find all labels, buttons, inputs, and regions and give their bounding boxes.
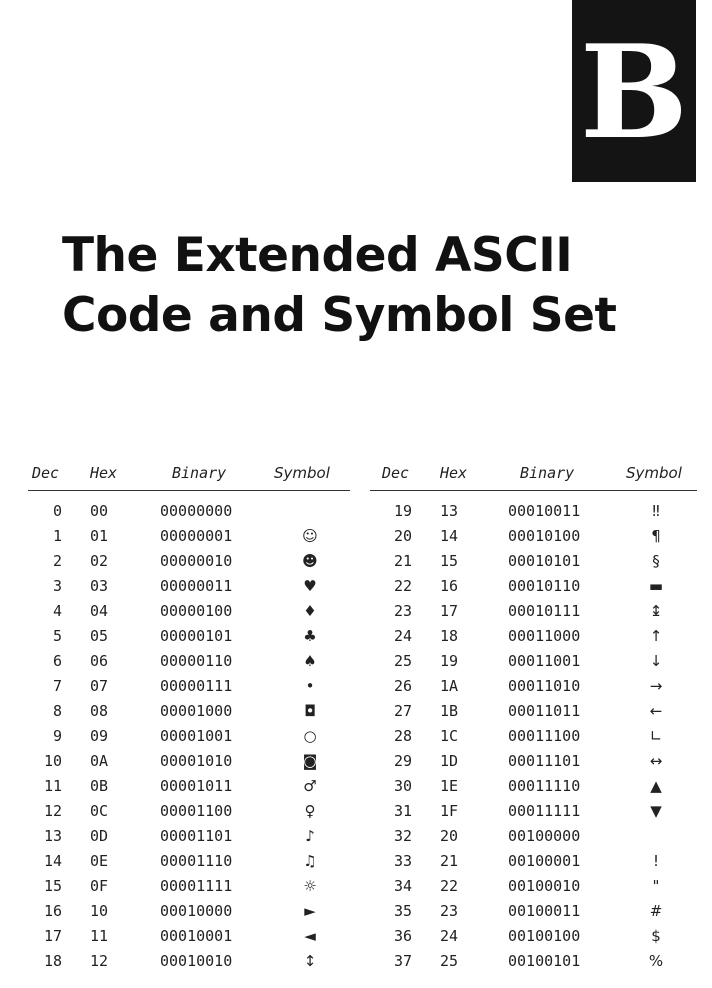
cell-hex: 15: [440, 552, 459, 570]
table-row: [370, 674, 697, 699]
header-hex: Hex: [90, 464, 118, 482]
cell-binary: 00010100: [508, 527, 581, 545]
table-row: [370, 899, 697, 924]
cell-binary: 00001101: [160, 827, 233, 845]
cell-binary: 00011001: [508, 652, 581, 670]
cell-dec: 1: [52, 527, 62, 545]
cell-binary: 00011111: [508, 802, 581, 820]
cell-dec: 27: [393, 702, 412, 720]
table-row: [370, 624, 697, 649]
cell-binary: 00001000: [160, 702, 233, 720]
cell-binary: 00011011: [508, 702, 581, 720]
cell-symbol: $: [651, 927, 661, 945]
table-row: [28, 499, 350, 524]
cell-dec: 0: [52, 502, 62, 520]
cell-symbol: •: [305, 677, 315, 695]
cell-hex: 1F: [440, 802, 459, 820]
cell-symbol: #: [649, 902, 663, 920]
cell-binary: 00000100: [160, 602, 233, 620]
cell-dec: 28: [393, 727, 412, 745]
cell-dec: 11: [43, 777, 62, 795]
cell-binary: 00010101: [508, 552, 581, 570]
cell-dec: 37: [393, 952, 412, 970]
cell-hex: 03: [90, 577, 109, 595]
cell-dec: 4: [52, 602, 62, 620]
cell-binary: 00010010: [160, 952, 233, 970]
cell-hex: 0D: [90, 827, 109, 845]
table-row: [28, 574, 350, 599]
header-symbol: Symbol: [274, 464, 330, 482]
table-row: [370, 824, 697, 849]
cell-symbol: ": [652, 877, 660, 895]
cell-hex: 0E: [90, 852, 109, 870]
cell-binary: 00100010: [508, 877, 581, 895]
cell-dec: 32: [393, 827, 412, 845]
table-row: [28, 599, 350, 624]
cell-hex: 13: [440, 502, 459, 520]
cell-dec: 35: [393, 902, 412, 920]
cell-symbol: ○: [303, 727, 317, 745]
header-binary: Binary: [172, 464, 227, 482]
cell-dec: 21: [393, 552, 412, 570]
table-row: [28, 799, 350, 824]
cell-dec: 5: [52, 627, 62, 645]
cell-symbol: ☺: [302, 527, 318, 545]
cell-dec: 13: [43, 827, 62, 845]
table-row: [28, 774, 350, 799]
header-symbol: Symbol: [626, 464, 682, 482]
cell-binary: 00000000: [160, 502, 233, 520]
cell-hex: 07: [90, 677, 109, 695]
table-row: [370, 749, 697, 774]
cell-binary: 00011101: [508, 752, 581, 770]
cell-hex: 21: [440, 852, 459, 870]
cell-dec: 31: [393, 802, 412, 820]
cell-binary: 00000111: [160, 677, 233, 695]
cell-dec: 8: [52, 702, 62, 720]
table-row: [28, 724, 350, 749]
cell-dec: 7: [52, 677, 62, 695]
table-row: [370, 799, 697, 824]
cell-dec: 33: [393, 852, 412, 870]
table-row: [28, 524, 350, 549]
cell-dec: 17: [43, 927, 62, 945]
cell-symbol: ↨: [649, 602, 663, 620]
table-row: [28, 824, 350, 849]
cell-symbol: ▬: [648, 577, 664, 595]
cell-hex: 0C: [90, 802, 109, 820]
header-dec: Dec: [382, 464, 410, 482]
table-row: [370, 874, 697, 899]
table-header: [370, 460, 697, 491]
cell-dec: 30: [393, 777, 412, 795]
cell-hex: 00: [90, 502, 109, 520]
cell-binary: 00100011: [508, 902, 581, 920]
ascii-table-left: [28, 460, 350, 974]
cell-dec: 3: [52, 577, 62, 595]
cell-hex: 1C: [440, 727, 459, 745]
cell-binary: 00010000: [160, 902, 233, 920]
cell-binary: 00100001: [508, 852, 581, 870]
cell-symbol: ♪: [305, 827, 315, 845]
cell-hex: 01: [90, 527, 109, 545]
cell-hex: 16: [440, 577, 459, 595]
table-row: [28, 899, 350, 924]
cell-binary: 00010001: [160, 927, 233, 945]
cell-dec: 36: [393, 927, 412, 945]
cell-binary: 00001100: [160, 802, 233, 820]
cell-symbol: ↔: [649, 752, 663, 770]
table-row: [28, 924, 350, 949]
cell-binary: 00011000: [508, 627, 581, 645]
cell-symbol: ♫: [303, 852, 317, 870]
cell-symbol: ☼: [303, 877, 317, 895]
cell-hex: 08: [90, 702, 109, 720]
cell-hex: 24: [440, 927, 459, 945]
table-row: [370, 774, 697, 799]
cell-symbol: ☻: [302, 552, 318, 570]
cell-hex: 14: [440, 527, 459, 545]
cell-binary: 00001110: [160, 852, 233, 870]
table-row: [28, 674, 350, 699]
cell-hex: 1B: [440, 702, 459, 720]
ascii-table-right: [370, 460, 697, 974]
cell-symbol: ↑: [649, 627, 663, 645]
cell-hex: 0A: [90, 752, 109, 770]
cell-hex: 02: [90, 552, 109, 570]
cell-symbol: ◙: [302, 752, 318, 770]
cell-symbol: ◄: [304, 927, 316, 945]
table-row: [370, 524, 697, 549]
table-row: [370, 599, 697, 624]
cell-binary: 00001111: [160, 877, 233, 895]
header-dec: Dec: [32, 464, 60, 482]
cell-symbol: ♣: [303, 627, 317, 645]
cell-binary: 00011100: [508, 727, 581, 745]
appendix-letter: B: [579, 18, 689, 168]
cell-symbol: ←: [649, 702, 663, 720]
cell-dec: 15: [43, 877, 62, 895]
cell-binary: 00100000: [508, 827, 581, 845]
cell-hex: 25: [440, 952, 459, 970]
cell-hex: 05: [90, 627, 109, 645]
cell-hex: 22: [440, 877, 459, 895]
cell-hex: 1E: [440, 777, 459, 795]
cell-symbol: →: [649, 677, 663, 695]
cell-binary: 00001010: [160, 752, 233, 770]
table-row: [370, 724, 697, 749]
cell-binary: 00010110: [508, 577, 581, 595]
cell-symbol: %: [648, 952, 664, 970]
table-row: [370, 699, 697, 724]
cell-dec: 6: [52, 652, 62, 670]
cell-binary: 00011110: [508, 777, 581, 795]
table-row: [370, 849, 697, 874]
header-hex: Hex: [440, 464, 468, 482]
cell-binary: 00000101: [160, 627, 233, 645]
cell-symbol: ¶: [651, 527, 661, 545]
table-row: [370, 924, 697, 949]
cell-dec: 9: [52, 727, 62, 745]
cell-symbol: ∟: [649, 727, 663, 745]
cell-binary: 00010111: [508, 602, 581, 620]
title-line-1: The Extended ASCII: [62, 228, 573, 283]
table-row: [28, 949, 350, 974]
cell-dec: 26: [393, 677, 412, 695]
cell-symbol: ♀: [304, 802, 316, 820]
cell-binary: 00000110: [160, 652, 233, 670]
cell-dec: 12: [43, 802, 62, 820]
cell-binary: 00000001: [160, 527, 233, 545]
table-row: [28, 849, 350, 874]
cell-dec: 2: [52, 552, 62, 570]
cell-symbol: ‼: [652, 502, 660, 520]
cell-symbol: ↕: [303, 952, 317, 970]
cell-hex: 18: [440, 627, 459, 645]
cell-symbol: ↓: [649, 652, 663, 670]
table-body: [28, 499, 350, 974]
cell-hex: 0B: [90, 777, 109, 795]
table-row: [370, 549, 697, 574]
cell-dec: 34: [393, 877, 412, 895]
cell-binary: 00001011: [160, 777, 233, 795]
cell-symbol: ♠: [303, 652, 317, 670]
cell-hex: 04: [90, 602, 109, 620]
table-row: [28, 874, 350, 899]
cell-hex: 17: [440, 602, 459, 620]
cell-binary: 00001001: [160, 727, 233, 745]
title-line-2: Code and Symbol Set: [62, 288, 617, 343]
cell-hex: 12: [90, 952, 109, 970]
table-row: [28, 749, 350, 774]
cell-symbol: ▼: [650, 802, 662, 820]
cell-dec: 14: [43, 852, 62, 870]
cell-dec: 24: [393, 627, 412, 645]
table-body: [370, 499, 697, 974]
cell-hex: 23: [440, 902, 459, 920]
cell-dec: 25: [393, 652, 412, 670]
cell-symbol: ▲: [650, 777, 662, 795]
cell-hex: 09: [90, 727, 109, 745]
table-row: [370, 949, 697, 974]
page-title: [62, 226, 616, 346]
table-row: [370, 499, 697, 524]
cell-binary: 00000011: [160, 577, 233, 595]
cell-symbol: ◘: [304, 702, 316, 720]
cell-hex: 11: [90, 927, 109, 945]
cell-binary: 00100100: [508, 927, 581, 945]
cell-hex: 19: [440, 652, 459, 670]
cell-dec: 19: [393, 502, 412, 520]
cell-binary: 00011010: [508, 677, 581, 695]
cell-binary: 00100101: [508, 952, 581, 970]
cell-hex: 06: [90, 652, 109, 670]
cell-binary: 00000010: [160, 552, 233, 570]
cell-hex: 0F: [90, 877, 109, 895]
cell-dec: 20: [393, 527, 412, 545]
cell-dec: 16: [43, 902, 62, 920]
table-row: [370, 649, 697, 674]
cell-binary: 00010011: [508, 502, 581, 520]
table-row: [28, 549, 350, 574]
table-row: [28, 699, 350, 724]
cell-symbol: §: [652, 552, 660, 570]
cell-dec: 10: [43, 752, 62, 770]
cell-hex: 10: [90, 902, 109, 920]
cell-dec: 22: [393, 577, 412, 595]
table-header: [28, 460, 350, 491]
cell-dec: 23: [393, 602, 412, 620]
cell-symbol: ♂: [303, 777, 317, 795]
cell-symbol: !: [652, 852, 659, 870]
header-binary: Binary: [520, 464, 575, 482]
appendix-badge: [572, 0, 696, 182]
cell-symbol: ►: [304, 902, 316, 920]
cell-hex: 20: [440, 827, 459, 845]
cell-hex: 1A: [440, 677, 459, 695]
cell-hex: 1D: [440, 752, 459, 770]
cell-dec: 29: [393, 752, 412, 770]
cell-symbol: ♦: [303, 602, 317, 620]
cell-symbol: ♥: [303, 577, 317, 595]
table-row: [370, 574, 697, 599]
cell-dec: 18: [43, 952, 62, 970]
table-row: [28, 624, 350, 649]
table-row: [28, 649, 350, 674]
